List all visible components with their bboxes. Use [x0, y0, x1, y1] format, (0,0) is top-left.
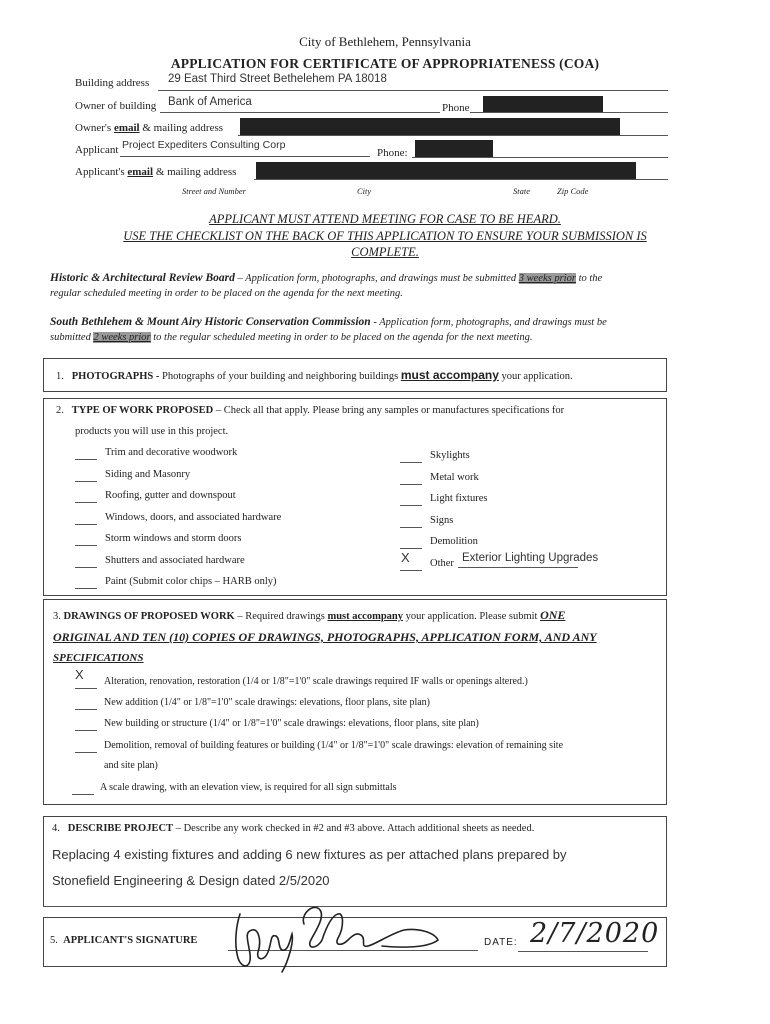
- checkbox-blank[interactable]: [75, 588, 97, 589]
- type-of-work-item: Light fixtures: [430, 493, 488, 504]
- harb-paragraph-line2: regular scheduled meeting in order to be placed on the agenda for the next meeting.: [50, 288, 403, 299]
- date-label: DATE:: [484, 937, 518, 948]
- applicant-signature[interactable]: [222, 896, 442, 976]
- drawing-checkbox-blank[interactable]: [75, 688, 97, 689]
- project-description-line2[interactable]: Stonefield Engineering & Design dated 2/5/2020: [52, 873, 330, 888]
- notice-line-2: USE THE CHECKLIST ON THE BACK OF THIS APPLICATION TO ENSURE YOUR SUBMISSION IS: [123, 229, 647, 243]
- owner-email-redacted: [240, 118, 620, 135]
- type-of-work-item: Skylights: [430, 450, 470, 461]
- drawing-item: Demolition, removal of building features or building (1/4" or 1/8"=1'0" scale drawings: elevation of remaining site: [104, 740, 564, 751]
- checkbox-blank[interactable]: [75, 545, 97, 546]
- checkbox-blank[interactable]: [400, 527, 422, 528]
- project-description-line1[interactable]: Replacing 4 existing fixtures and adding 6 new fixtures as per attached plans prepared by: [52, 847, 567, 862]
- applicant-line: [120, 156, 370, 157]
- owner-line: [160, 112, 440, 113]
- building-address-label: Building address: [75, 77, 150, 89]
- type-of-work-item: Signs: [430, 514, 454, 526]
- drawing-item: Alteration, renovation, restoration (1/4 or 1/8"=1'0" scale drawings required IF walls or openings altered.): [104, 676, 528, 687]
- applicant-phone-line: [412, 157, 668, 158]
- sub-city: City: [357, 186, 372, 196]
- owner-email-label: Owner's email & mailing address: [75, 122, 224, 134]
- other-value-line: [458, 567, 578, 568]
- alteration-check-mark[interactable]: X: [75, 667, 84, 682]
- section2-line2: products you will use in this project.: [75, 426, 229, 437]
- sub-street: Street and Number: [182, 186, 246, 196]
- owner-label: Owner of building: [75, 100, 157, 112]
- date-value[interactable]: 2/7/2020: [530, 918, 660, 949]
- applicant-email-redacted: [256, 162, 636, 179]
- checkbox-blank[interactable]: [400, 570, 422, 571]
- checkbox-blank[interactable]: [400, 505, 422, 506]
- type-of-work-item: Windows, doors, and associated hardware: [105, 511, 282, 523]
- type-of-work-item: Other: [430, 557, 454, 569]
- commission-paragraph: South Bethlehem & Mount Airy Historic Conservation Commission - Application form, photographs, and drawings must be: [50, 316, 607, 328]
- checkbox-blank[interactable]: [75, 481, 97, 482]
- drawing-item: New building or structure (1/4" or 1/8"=1'0" scale drawings: elevations, floor plans, site plan): [104, 718, 479, 729]
- applicant-label: Applicant: [75, 144, 119, 156]
- type-of-work-item: Demolition: [430, 536, 478, 547]
- drawing-item: A scale drawing, with an elevation view, is required for all sign submittals: [100, 782, 397, 793]
- owner-value[interactable]: Bank of America: [168, 96, 252, 108]
- checkbox-blank[interactable]: [75, 524, 97, 525]
- type-of-work-item: Shutters and associated hardware: [105, 554, 245, 566]
- checkbox-blank[interactable]: [400, 548, 422, 549]
- checkbox-blank[interactable]: [400, 462, 422, 463]
- applicant-email-label: Applicant's email & mailing address: [75, 166, 237, 178]
- applicant-phone-redacted: [415, 140, 493, 157]
- building-address-line: [158, 90, 668, 91]
- section2-heading: 2. TYPE OF WORK PROPOSED – Check all that apply. Please bring any samples or manufactures specifications for: [56, 405, 565, 416]
- date-line: [518, 951, 648, 952]
- drawing-checkbox-blank[interactable]: [72, 794, 94, 795]
- drawing-checkbox-blank[interactable]: [75, 709, 97, 710]
- type-of-work-item: Siding and Masonry: [105, 468, 191, 480]
- other-check-mark[interactable]: X: [401, 550, 410, 565]
- section4-heading: 4. DESCRIBE PROJECT – Describe any work checked in #2 and #3 above. Attach additional sheets as needed.: [52, 823, 535, 834]
- applicant-value[interactable]: Project Expediters Consulting Corp: [122, 139, 286, 151]
- section3-heading: 3. DRAWINGS OF PROPOSED WORK – Required drawings must accompany your application. Please submit ONE: [53, 608, 566, 622]
- type-of-work-item: Metal work: [430, 471, 479, 483]
- commission-paragraph-line2: submitted 2 weeks prior to the regular scheduled meeting in order to be placed on the agenda for the next meeting.: [50, 332, 533, 343]
- sub-zip: Zip Code: [557, 186, 589, 196]
- harb-paragraph: Historic & Architectural Review Board – Application form, photographs, and drawings must be submitted 3 weeks prior to the: [50, 272, 603, 284]
- section1-text: 1. PHOTOGRAPHS - Photographs of your building and neighboring buildings must accompany your application.: [56, 368, 573, 382]
- notice-line-3: COMPLETE.: [351, 245, 419, 259]
- building-address-value[interactable]: 29 East Third Street Bethelehem PA 18018: [168, 73, 387, 85]
- owner-phone-line: [470, 112, 668, 113]
- section5-label: 5. APPLICANT'S SIGNATURE: [50, 935, 198, 946]
- section3-line2: ORIGINAL AND TEN (10) COPIES OF DRAWINGS, PHOTOGRAPHS, APPLICATION FORM, AND ANY: [53, 630, 597, 644]
- sub-state: State: [513, 186, 530, 196]
- type-of-work-item: Storm windows and storm doors: [105, 533, 242, 544]
- applicant-phone-label: Phone:: [377, 147, 408, 159]
- checkbox-blank[interactable]: [75, 459, 97, 460]
- checkbox-blank[interactable]: [75, 567, 97, 568]
- drawing-checkbox-blank[interactable]: [75, 730, 97, 731]
- city-heading: City of Bethlehem, Pennsylvania: [299, 34, 471, 49]
- type-of-work-item: Trim and decorative woodwork: [105, 447, 238, 458]
- type-of-work-item: Paint (Submit color chips – HARB only): [105, 576, 277, 587]
- checkbox-blank[interactable]: [400, 484, 422, 485]
- drawing-item: New addition (1/4" or 1/8"=1'0" scale drawings: elevations, floor plans, site plan): [104, 697, 431, 708]
- applicant-email-line: [254, 179, 668, 180]
- section3-line3: SPECIFICATIONS: [53, 652, 144, 664]
- section3-item4-cont: and site plan): [104, 760, 158, 771]
- owner-phone-label: Phone: [442, 102, 470, 114]
- type-of-work-item: Roofing, gutter and downspout: [105, 490, 236, 501]
- notice-line-1: APPLICANT MUST ATTEND MEETING FOR CASE TO BE HEARD.: [209, 212, 561, 226]
- drawing-checkbox-blank[interactable]: [75, 752, 97, 753]
- owner-email-line: [238, 135, 668, 136]
- other-value[interactable]: Exterior Lighting Upgrades: [462, 552, 599, 564]
- form-title: APPLICATION FOR CERTIFICATE OF APPROPRIATENESS (COA): [170, 56, 600, 71]
- checkbox-blank[interactable]: [75, 502, 97, 503]
- owner-phone-redacted: [483, 96, 603, 112]
